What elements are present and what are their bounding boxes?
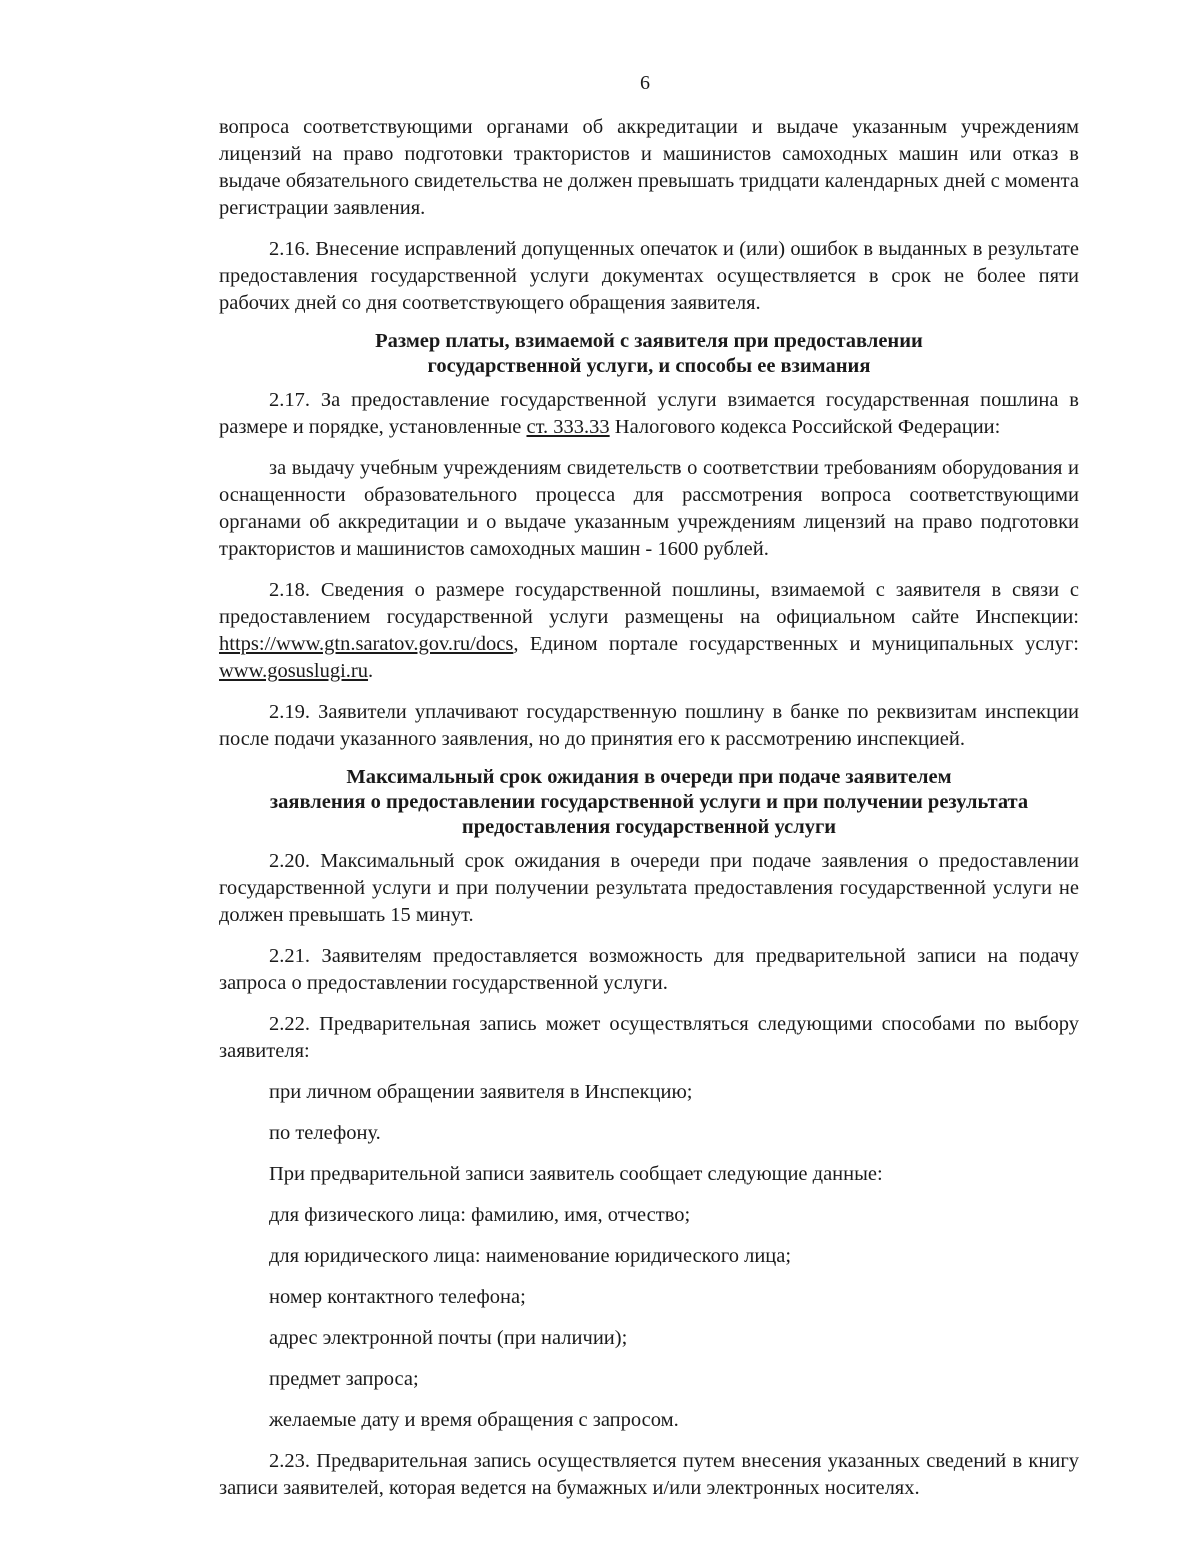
list-item: номер контактного телефона; — [269, 1286, 526, 1308]
section-heading-fee — [219, 329, 1079, 379]
paragraph-2-17 — [219, 387, 1079, 441]
section-heading-queue — [219, 765, 1079, 840]
list-item: желаемые дату и время обращения с запросом. — [269, 1409, 679, 1431]
section-heading-queue-line-1: Максимальный срок ожидания в очереди при подаче заявителем — [346, 766, 952, 788]
list-item: по телефону. — [269, 1122, 381, 1144]
list-item: адрес электронной почты (при наличии); — [269, 1327, 628, 1349]
list-item: При предварительной записи заявитель сообщает следующие данные: — [269, 1163, 883, 1185]
paragraph-2-18-text-2: , Едином портале государственных и муниципальных услуг: — [513, 633, 1079, 655]
list-item: для юридического лица: наименование юридического лица; — [269, 1245, 792, 1267]
inspection-website-link[interactable]: https://www.gtn.saratov.gov.ru/docs — [219, 633, 514, 655]
paragraph-2-17-text-2: Налогового кодекса Российской Федерации: — [609, 416, 1001, 438]
paragraph-2-17-text-1: 2.17. За предоставление государственной услуги взимается государственная пошлина в размере и порядке, установленные — [219, 389, 1079, 438]
list-item: при личном обращении заявителя в Инспекцию; — [269, 1081, 693, 1103]
list-item: для физического лица: фамилию, имя, отчество; — [269, 1204, 691, 1226]
section-heading-fee-text: Размер платы, взимаемой с заявителя при предоставлении государственной услуги, и способы ее взимания — [375, 330, 923, 377]
paragraph-2-16: 2.16. Внесение исправлений допущенных опечаток и (или) ошибок в выданных в результате предоставления государственной услуги документах осуществляется в срок не более пяти рабочих дней со дня соответствующего обращения заявителя. — [219, 238, 1079, 314]
paragraph-2-19: 2.19. Заявители уплачивают государственную пошлину в банке по реквизитам инспекции после подачи указанного заявления, но до принятия его к рассмотрению инспекцией. — [219, 701, 1079, 750]
paragraph-continuation: вопроса соответствующими органами об аккредитации и выдаче указанным учреждениям лицензий на право подготовки трактористов и машинистов самоходных машин или отказ в выдаче обязательного свидетельства не должен превышать тридцати календарных дней с момента регистрации заявления. — [219, 116, 1079, 219]
page-number: 6 — [640, 72, 650, 94]
paragraph-2-23: 2.23. Предварительная запись осуществляется путем внесения указанных сведений в книгу записи заявителей, которая ведется на бумажных и/или электронных носителях. — [219, 1450, 1079, 1499]
section-heading-queue-line-3: предоставления государственной услуги — [461, 816, 837, 838]
list-item: предмет запроса; — [269, 1368, 419, 1390]
law-article-link[interactable]: ст. 333.33 — [526, 416, 610, 438]
paragraph-fee-amount: за выдачу учебным учреждениям свидетельств о соответствии требованиям оборудования и оснащенности образовательного процесса для рассмотрения вопроса соответствующими органами об аккредитации и о выдаче указанным учреждениям лицензий на право подготовки трактористов и машинистов самоходных машин - 1600 рублей. — [219, 457, 1079, 560]
paragraph-2-22: 2.22. Предварительная запись может осуществляться следующими способами по выбору заявителя: — [219, 1013, 1079, 1062]
paragraph-2-18-text-1: 2.18. Сведения о размере государственной пошлины, взимаемой с заявителя в связи с предоставлением государственной услуги размещены на официальном сайте Инспекции: — [219, 579, 1079, 628]
paragraph-2-18 — [219, 577, 1079, 685]
document-body — [219, 114, 1079, 1502]
section-heading-queue-line-2: заявления о предоставлении государственной услуги и при получении результата — [269, 791, 1029, 813]
gosuslugi-link[interactable]: www.gosuslugi.ru — [219, 660, 369, 682]
paragraph-2-18-text-3: . — [368, 660, 374, 682]
paragraph-2-20: 2.20. Максимальный срок ожидания в очереди при подаче заявления о предоставлении государственной услуги и при получении результата предоставления государственной услуги не должен превышать 15 минут. — [219, 850, 1079, 926]
paragraph-2-21: 2.21. Заявителям предоставляется возможность для предварительной записи на подачу запроса о предоставлении государственной услуги. — [219, 945, 1079, 994]
